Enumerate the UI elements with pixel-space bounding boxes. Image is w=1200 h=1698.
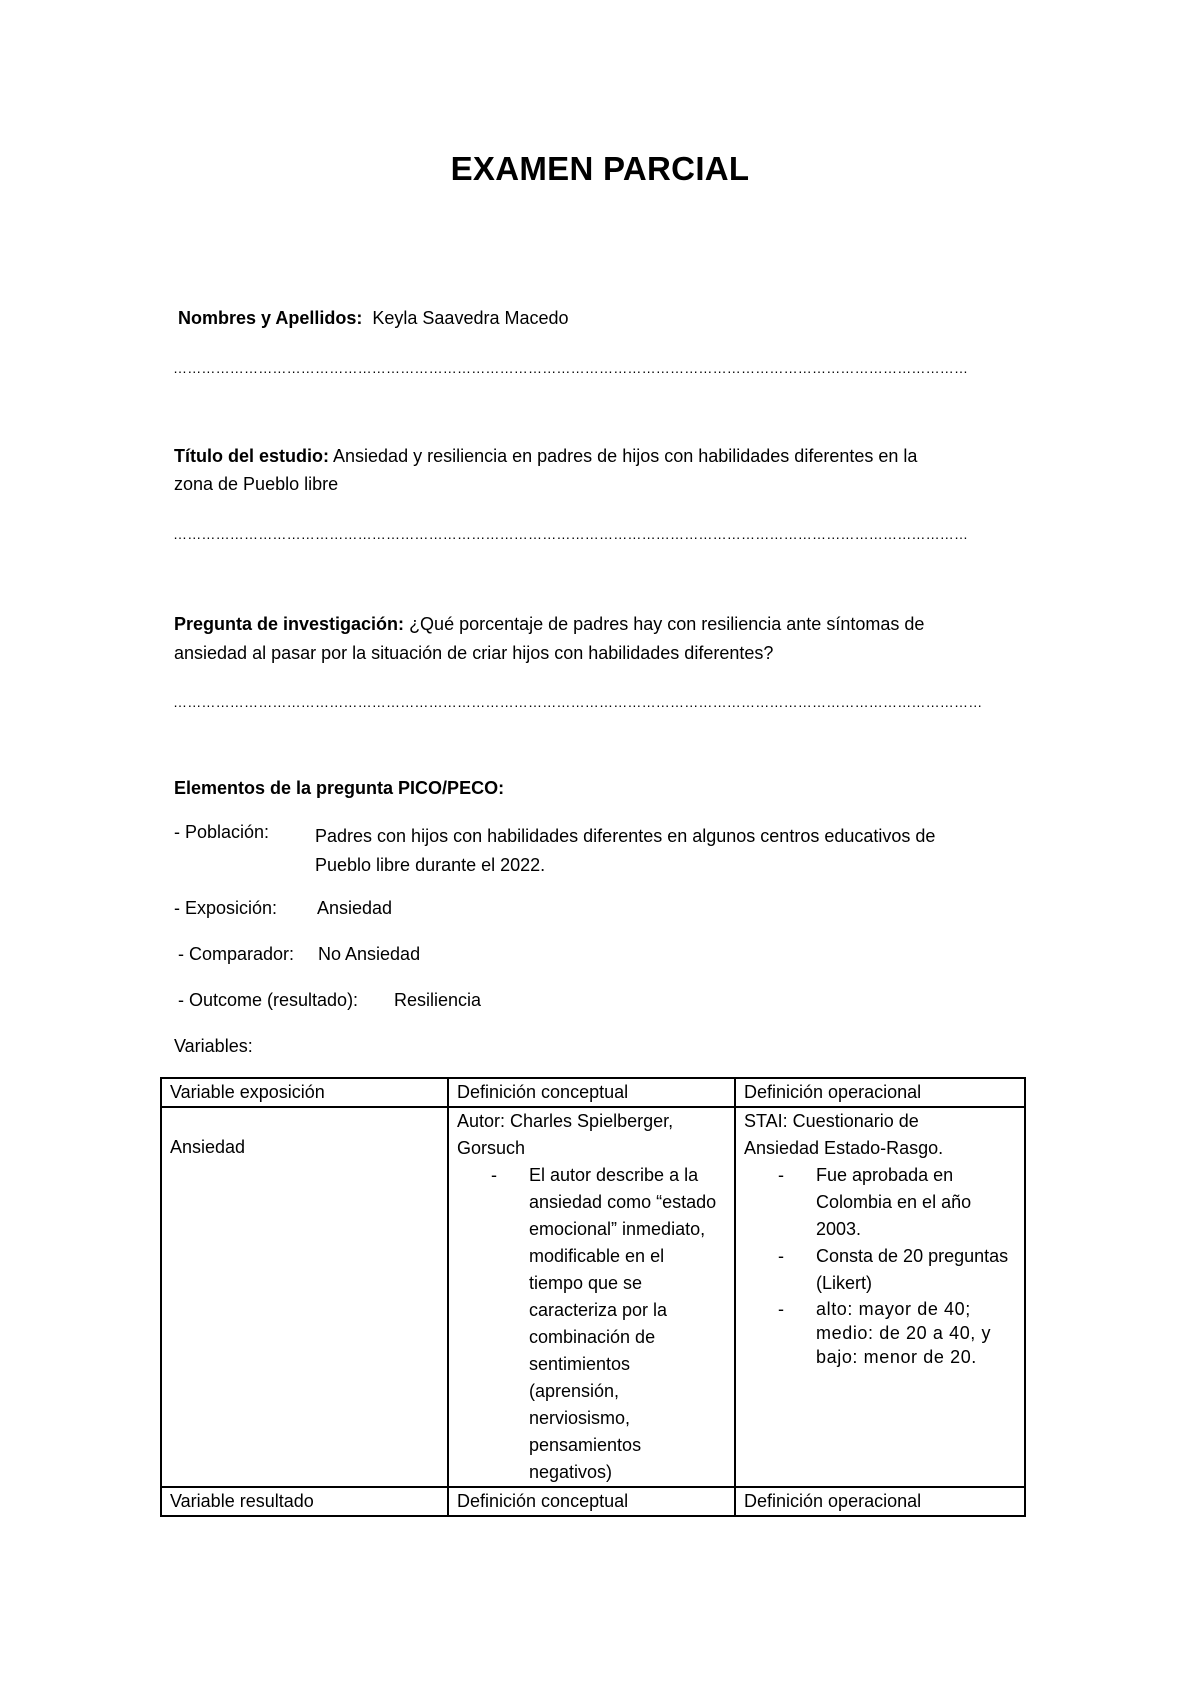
- names-label: Nombres y Apellidos:: [178, 308, 363, 328]
- study-row-1: [174, 442, 917, 470]
- outcome-value: Resiliencia: [394, 990, 482, 1010]
- names-row: [178, 308, 569, 329]
- outcome-label: - Outcome (resultado):: [178, 990, 359, 1010]
- dotted-line-2: ……………………………………………………………………………………………………………………………………………………: [173, 526, 969, 542]
- table-header-cell: Definición conceptual: [448, 1487, 735, 1516]
- variables-label: Variables:: [174, 1036, 253, 1056]
- oper-item: - Consta de 20 preguntas (Likert): [772, 1243, 1016, 1297]
- comparador-label: - Comparador:: [178, 944, 295, 964]
- study-label: Título del estudio:: [174, 446, 329, 466]
- table-header-cell: Variable resultado: [161, 1487, 448, 1516]
- oper-item: - alto: mayor de 40; medio: de 20 a 40, y bajo: menor de 20.: [772, 1297, 1016, 1369]
- table-header-cell: Definición operacional: [735, 1487, 1025, 1516]
- oper-title-line1: STAI: Cuestionario de: [744, 1111, 919, 1131]
- names-value: Keyla Saavedra Macedo: [372, 308, 569, 328]
- table-cell-operational: [735, 1107, 1025, 1487]
- question-label: Pregunta de investigación:: [174, 614, 405, 634]
- comparador-value: No Ansiedad: [318, 944, 421, 964]
- table-header-cell: Variable exposición: [161, 1078, 448, 1107]
- table-header-row: [161, 1078, 1025, 1107]
- dotted-line-1: ……………………………………………………………………………………………………………………………………………………: [173, 360, 969, 376]
- table-row: [161, 1107, 1025, 1487]
- poblacion-label: - Población:: [174, 822, 270, 842]
- question-value-line1: ¿Qué porcentaje de padres hay con resiliencia ante síntomas de: [409, 614, 925, 634]
- table-header-cell: Definición operacional: [735, 1078, 1025, 1107]
- study-value-line2: zona de Pueblo libre: [174, 474, 339, 494]
- table-cell-variable: [161, 1107, 448, 1487]
- poblacion-value-line1: Padres con hijos con habilidades diferentes en algunos centros educativos de: [315, 826, 936, 846]
- table-cell-concept: [448, 1107, 735, 1487]
- author-line2: Gorsuch: [457, 1138, 526, 1158]
- table-header-cell: Definición conceptual: [448, 1078, 735, 1107]
- exposicion-value: Ansiedad: [317, 898, 393, 918]
- page-title: EXAMEN PARCIAL: [450, 150, 750, 187]
- dotted-line-3: ………………………………………………………………………………………………………………………………………………………: [173, 694, 983, 710]
- oper-title-line2: Ansiedad Estado-Rasgo.: [744, 1138, 944, 1158]
- concept-list: [457, 1162, 726, 1486]
- concept-item: - El autor describe a la ansiedad como “estado emocional” inmediato, modificable en el tiempo que se caracteriza por la combinación de sentimientos (aprensión, nerviosismo, pensamientos negativos): [485, 1162, 726, 1486]
- table-header-row-2: [161, 1487, 1025, 1516]
- variables-table: [160, 1077, 1026, 1517]
- pico-heading: Elementos de la pregunta PICO/PECO:: [174, 778, 505, 798]
- exposicion-label: - Exposición:: [174, 898, 278, 918]
- variable-name: Ansiedad: [170, 1137, 246, 1157]
- study-value-line1: Ansiedad y resiliencia en padres de hijos con habilidades diferentes en la: [333, 446, 918, 466]
- author-line1: Autor: Charles Spielberger,: [457, 1111, 674, 1131]
- oper-list: [744, 1162, 1016, 1369]
- poblacion-value-line2: Pueblo libre durante el 2022.: [315, 855, 546, 875]
- question-value-line2: ansiedad al pasar por la situación de criar hijos con habilidades diferentes?: [174, 643, 774, 663]
- oper-item: - Fue aprobada en Colombia en el año 2003.: [772, 1162, 1016, 1243]
- question-row-1: [174, 610, 924, 638]
